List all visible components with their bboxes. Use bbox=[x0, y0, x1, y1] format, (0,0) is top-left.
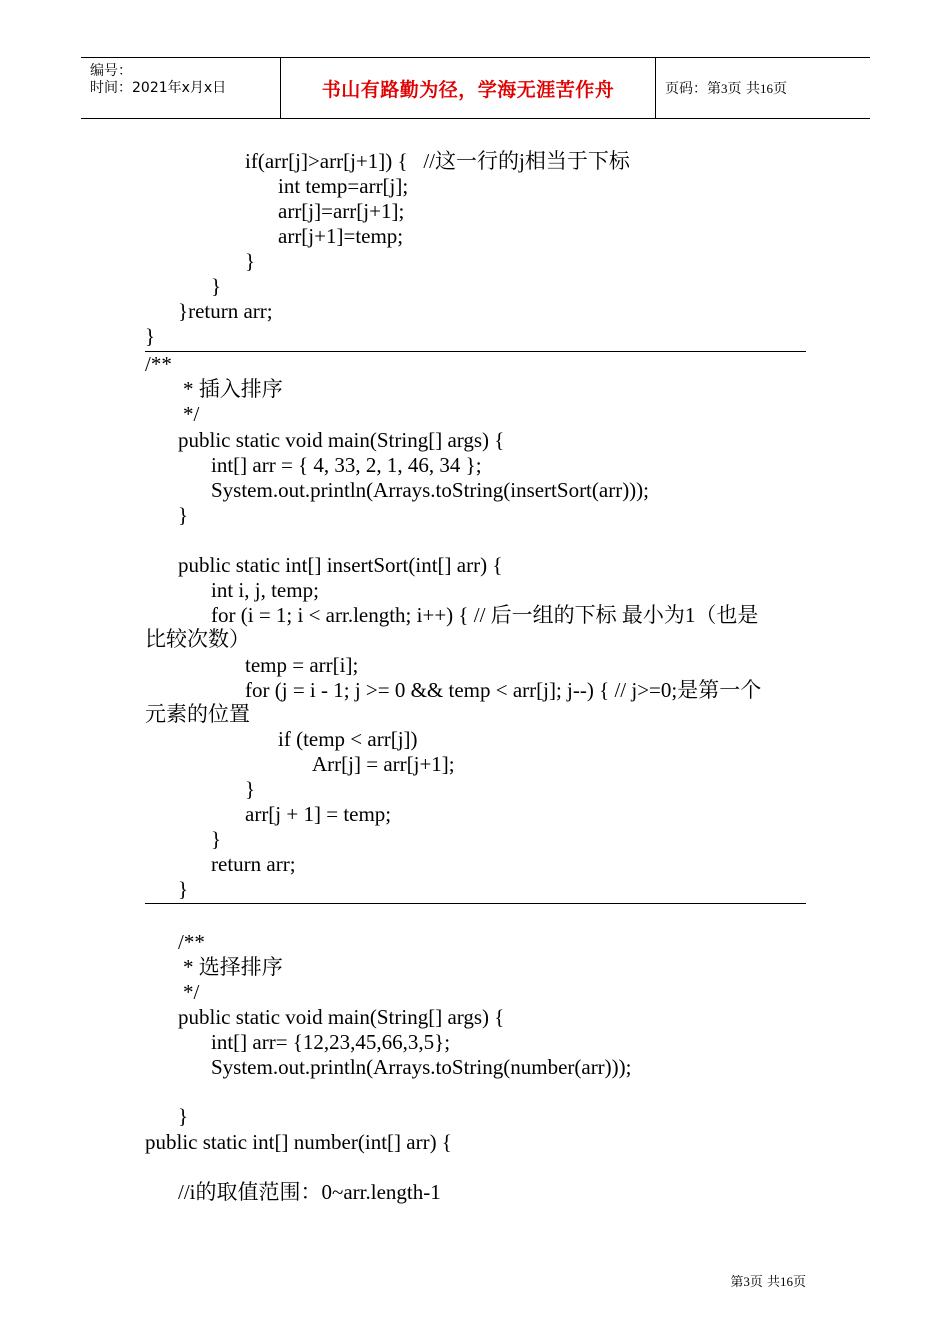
code-line: int[] arr= {12,23,45,66,3,5}; bbox=[211, 1030, 451, 1054]
doc-number-label: 编号： bbox=[90, 63, 132, 79]
header-motto-cell bbox=[280, 58, 656, 118]
header-page-cell bbox=[655, 58, 870, 118]
footer-mid: 页 共 bbox=[749, 1275, 780, 1290]
code-line: arr[j+1]=temp; bbox=[278, 224, 404, 248]
header-page-total: 16 bbox=[759, 81, 773, 96]
code-line: temp = arr[i]; bbox=[245, 653, 359, 677]
code-line: for (i = 1; i < arr.length; i++) { // 后一组的下标 最小为1（也是 bbox=[211, 603, 759, 627]
motto-text: 书山有路勤为径，学海无涯苦作舟 bbox=[321, 78, 615, 101]
page-footer bbox=[730, 1271, 806, 1290]
header-page-current: 3 bbox=[721, 81, 728, 96]
code-line: */ bbox=[183, 402, 200, 426]
code-line: arr[j]=arr[j+1]; bbox=[278, 199, 405, 223]
code-line: } bbox=[178, 503, 189, 527]
code-line: public static void main(String[] args) { bbox=[178, 1005, 505, 1029]
header-page-prefix: 页码：第 bbox=[665, 81, 721, 97]
header-meta-cell bbox=[81, 58, 280, 118]
code-line: /** bbox=[178, 930, 205, 954]
code-line: public static int[] number(int[] arr) { bbox=[145, 1130, 452, 1154]
code-line: */ bbox=[183, 980, 200, 1004]
code-line: } bbox=[178, 1104, 189, 1128]
page-header bbox=[81, 57, 870, 119]
code-line: int temp=arr[j]; bbox=[278, 174, 409, 198]
code-line: } bbox=[245, 777, 256, 801]
code-line: }return arr; bbox=[178, 299, 273, 323]
code-line: return arr; bbox=[211, 852, 296, 876]
code-line: for (j = i - 1; j >= 0 && temp < arr[j]; j--) { // j>=0;是第一个 bbox=[245, 678, 762, 702]
code-line: * 插入排序 bbox=[183, 377, 283, 401]
doc-time-label: 时间：2021年x月x日 bbox=[90, 80, 227, 96]
section-divider bbox=[145, 903, 806, 904]
code-line: if (temp < arr[j]) bbox=[278, 727, 418, 751]
code-line: /** bbox=[145, 352, 172, 376]
code-line: } bbox=[245, 249, 256, 273]
code-line: //i的取值范围：0~arr.length-1 bbox=[178, 1180, 441, 1204]
header-page-mid: 页 共 bbox=[727, 81, 760, 97]
header-page-number bbox=[665, 78, 787, 98]
code-line: public static void main(String[] args) { bbox=[178, 428, 505, 452]
code-line: System.out.println(Arrays.toString(number(arr))); bbox=[211, 1055, 632, 1079]
code-line: 比较次数） bbox=[145, 627, 250, 651]
code-line: } bbox=[178, 877, 189, 901]
code-line: } bbox=[211, 274, 222, 298]
code-line: } bbox=[211, 827, 222, 851]
code-line: arr[j + 1] = temp; bbox=[245, 802, 392, 826]
footer-suffix: 页 bbox=[792, 1275, 806, 1290]
code-line: int i, j, temp; bbox=[211, 578, 319, 602]
code-line: System.out.println(Arrays.toString(insertSort(arr))); bbox=[211, 478, 650, 502]
footer-page-total: 16 bbox=[779, 1274, 793, 1289]
section-divider bbox=[145, 351, 806, 352]
code-line: * 选择排序 bbox=[183, 955, 283, 979]
code-line: 元素的位置 bbox=[145, 702, 250, 726]
code-line: if(arr[j]>arr[j+1]) { //这一行的j相当于下标 bbox=[245, 149, 630, 173]
code-line: public static int[] insertSort(int[] arr) { bbox=[178, 553, 503, 577]
footer-prefix: 第 bbox=[730, 1275, 744, 1290]
footer-page-current: 3 bbox=[743, 1274, 750, 1289]
header-page-suffix: 页 bbox=[772, 81, 787, 97]
code-line: int[] arr = { 4, 33, 2, 1, 46, 34 }; bbox=[211, 453, 482, 477]
code-line: Arr[j] = arr[j+1]; bbox=[312, 752, 455, 776]
code-line: } bbox=[145, 324, 156, 348]
